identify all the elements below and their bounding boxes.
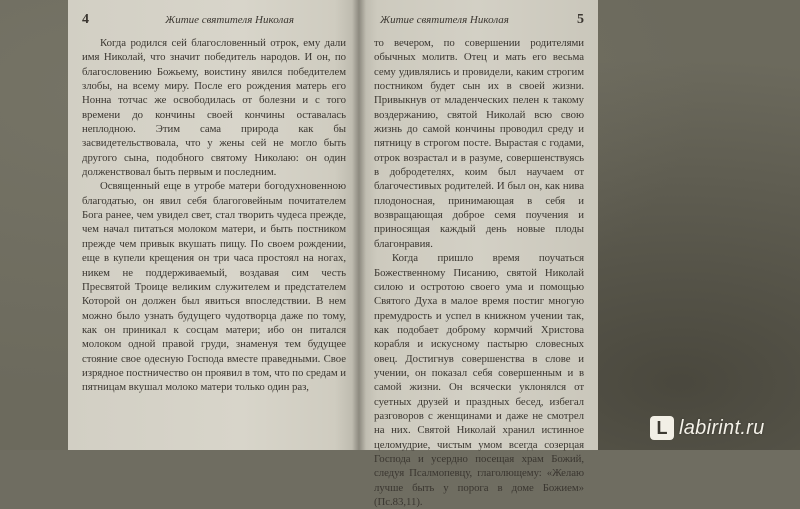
right-paragraph-1: то вечером, по совершении родителями обычных молитв. Отец и мать его весьма сему удивлялись и провидели, каким строгим постником будет сын их в своей жизни. Привыкнув от младенческих пелен к такому воздержанию, святой Николай всю свою жизнь до самой кончины проводил среду и пятницу в строгом посте. Вырастая с годами, отрок возрастал и в разуме, совершенствуясь в добродетелях, коим был научаем от благочестивых родителей. И был он, как нива плодоносная, принимающая в себя и возвращающая доброе семя поучения и приносящая каждый день новые плоды благонравия. <box>374 37 584 250</box>
left-page-text <box>82 36 346 395</box>
right-page-header-title: Житие святителя Николая <box>380 14 509 26</box>
labirint-logo-icon: L <box>650 416 674 440</box>
right-page <box>358 0 598 508</box>
watermark <box>650 414 765 442</box>
right-running-head <box>374 12 584 28</box>
left-paragraph-1: Когда родился сей благословенный отрок, ему дали имя Николай, что значит победитель народов. И он, по благословению Божьему, воистину явился победителем злобы, на всему миру. После его рождения матерь его Нонна тотчас же освободилась от болезни и с того времени до кончины своей кончины оставалась неплодною. Этим сама природа как бы засвидетельствовала, что у жены сей не могло быть другого сына, подобного святому Николаю: он один долженствовал быть первым и последним. <box>82 37 346 179</box>
book-gutter <box>352 0 366 450</box>
left-running-head <box>82 12 346 28</box>
left-page <box>68 0 358 450</box>
watermark-text: labirint.ru <box>679 416 765 439</box>
left-page-number: 4 <box>82 12 89 27</box>
right-page-text <box>374 36 584 509</box>
right-paragraph-2: Когда пришло время поучаться Божественному Писанию, святой Николай силою и остротою своего ума и помощью Святого Духа в малое время постиг многую премудрость и успел в книжном учении так, как подобает доброму кормчий Христова корабля и искусному пастырю словесных овец. Достигнув совершенства в слове и учении, он показал себя совершенным и в самой жизни. Он всячески уклонялся от суетных друзей и праздных бесед, избегал разговоров с женщинами и даже не смотрел на них. Святой Николай хранил истинное целомудрие, чистым умом всегда созерцая Господа и усердно посещая храм Божий, следуя Псалмопевцу, глаголющему: «Желаю лучше быть у порога в доме Божием» (Пс.83,11). <box>374 252 584 508</box>
left-paragraph-2: Освященный еще в утробе матери богодухновенною благодатью, он явил себя благоговейным почитателем Бога ранее, чем увидел свет, стал творить чудеса прежде, чем начал питаться молоком матери, и быть постником прежде чем привык вкушать пищу. По своем рождении, еще в купели крещения он три часа простоял на ногах, никем не поддерживаемый, воздавая сим честь Пресвятой Троице великим служителем и предстателем Которой он должен был явиться впоследствии. В нем можно было узнать будущего чудотворца даже по тому, как он приникал к сосцам матери; ибо он питался молоком одной правой груди, знаменуя тем будущее стояние свое одесную Господа вместе праведными. Свое изрядное постничество он проявил в том, что по средам и пятницам вкушал молоко матери только один раз, <box>82 180 346 394</box>
left-page-header-title: Житие святителя Николая <box>165 14 294 26</box>
right-page-number: 5 <box>577 12 584 27</box>
